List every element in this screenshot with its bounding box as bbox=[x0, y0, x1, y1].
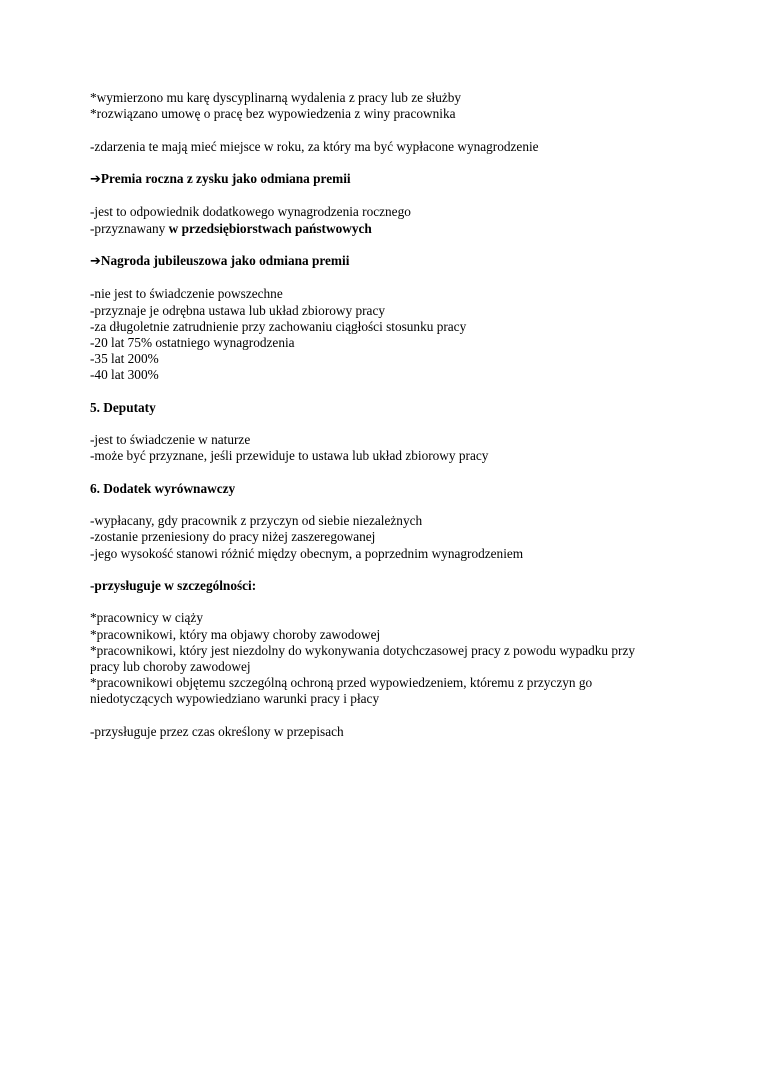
section-heading-dodatek: 6. Dodatek wyrównawczy bbox=[90, 480, 236, 496]
text-line: -jest to świadczenie w naturze bbox=[90, 432, 251, 448]
spacer bbox=[90, 416, 690, 432]
section-heading-nagroda bbox=[90, 253, 690, 270]
text-line: -jest to odpowiednik dodatkowego wynagrodzenia rocznego bbox=[90, 204, 411, 220]
spacer bbox=[90, 237, 690, 253]
text-line: -za długoletnie zatrudnienie przy zachowaniu ciągłości stosunku pracy bbox=[90, 318, 467, 334]
text-prefix: -przyznawany bbox=[90, 220, 169, 236]
spacer bbox=[90, 594, 690, 610]
document-page bbox=[90, 90, 690, 740]
text-line: *rozwiązano umowę o pracę bez wypowiedzenia z winy pracownika bbox=[90, 106, 456, 122]
text-line: -może być przyznane, jeśli przewiduje to ustawa lub układ zbiorowy pracy bbox=[90, 448, 489, 464]
text-line: *pracownicy w ciąży bbox=[90, 610, 203, 626]
spacer bbox=[90, 465, 690, 481]
text-line: *pracownikowi, który jest niezdolny do wykonywania dotychczasowej pracy z powodu wypadku przy bbox=[90, 642, 636, 658]
arrow-right-icon: ➔ bbox=[90, 253, 101, 269]
spacer bbox=[90, 562, 690, 578]
text-line: pracy lub choroby zawodowej bbox=[90, 658, 251, 674]
text-line: -jego wysokość stanowi różnić między obecnym, a poprzednim wynagrodzeniem bbox=[90, 545, 524, 561]
spacer bbox=[90, 384, 690, 400]
section-heading-premia-roczna bbox=[90, 171, 690, 188]
text-line: -40 lat 300% bbox=[90, 367, 159, 383]
text-line: -20 lat 75% ostatniego wynagrodzenia bbox=[90, 334, 295, 350]
spacer bbox=[90, 155, 690, 171]
spacer bbox=[90, 188, 690, 204]
text-line: -nie jest to świadczenie powszechne bbox=[90, 286, 283, 302]
spacer bbox=[90, 708, 690, 724]
text-line: *pracownikowi, który ma objawy choroby zawodowej bbox=[90, 626, 381, 642]
section-heading-deputaty: 5. Deputaty bbox=[90, 399, 156, 415]
text-line: -przysługuje przez czas określony w przepisach bbox=[90, 723, 344, 739]
spacer bbox=[90, 122, 690, 138]
heading-text: Nagroda jubileuszowa jako odmiana premii bbox=[100, 252, 350, 268]
arrow-right-icon: ➔ bbox=[90, 171, 101, 187]
text-line: -wypłacany, gdy pracownik z przyczyn od siebie niezależnych bbox=[90, 513, 423, 529]
text-line: *pracownikowi objętemu szczególną ochroną przed wypowiedzeniem, któremu z przyczyn go bbox=[90, 675, 593, 691]
text-line: -przyznaje je odrębna ustawa lub układ zbiorowy pracy bbox=[90, 302, 385, 318]
text-line: -35 lat 200% bbox=[90, 351, 159, 367]
text-line bbox=[90, 221, 690, 237]
spacer bbox=[90, 497, 690, 513]
heading-text: Premia roczna z zysku jako odmiana premii bbox=[100, 170, 351, 186]
text-line: *wymierzono mu karę dyscyplinarną wydalenia z pracy lub ze służby bbox=[90, 90, 462, 105]
text-emphasis: w przedsiębiorstwach państwowych bbox=[168, 220, 372, 236]
text-line: -zostanie przeniesiony do pracy niżej zaszeregowanej bbox=[90, 529, 376, 545]
text-line: -zdarzenia te mają mieć miejsce w roku, za który ma być wypłacone wynagrodzenie bbox=[90, 138, 539, 154]
spacer bbox=[90, 270, 690, 286]
section-heading-przysluguje: -przysługuje w szczególności: bbox=[90, 577, 257, 593]
text-line: niedotyczących wypowiedziano warunki pracy i płacy bbox=[90, 691, 380, 707]
